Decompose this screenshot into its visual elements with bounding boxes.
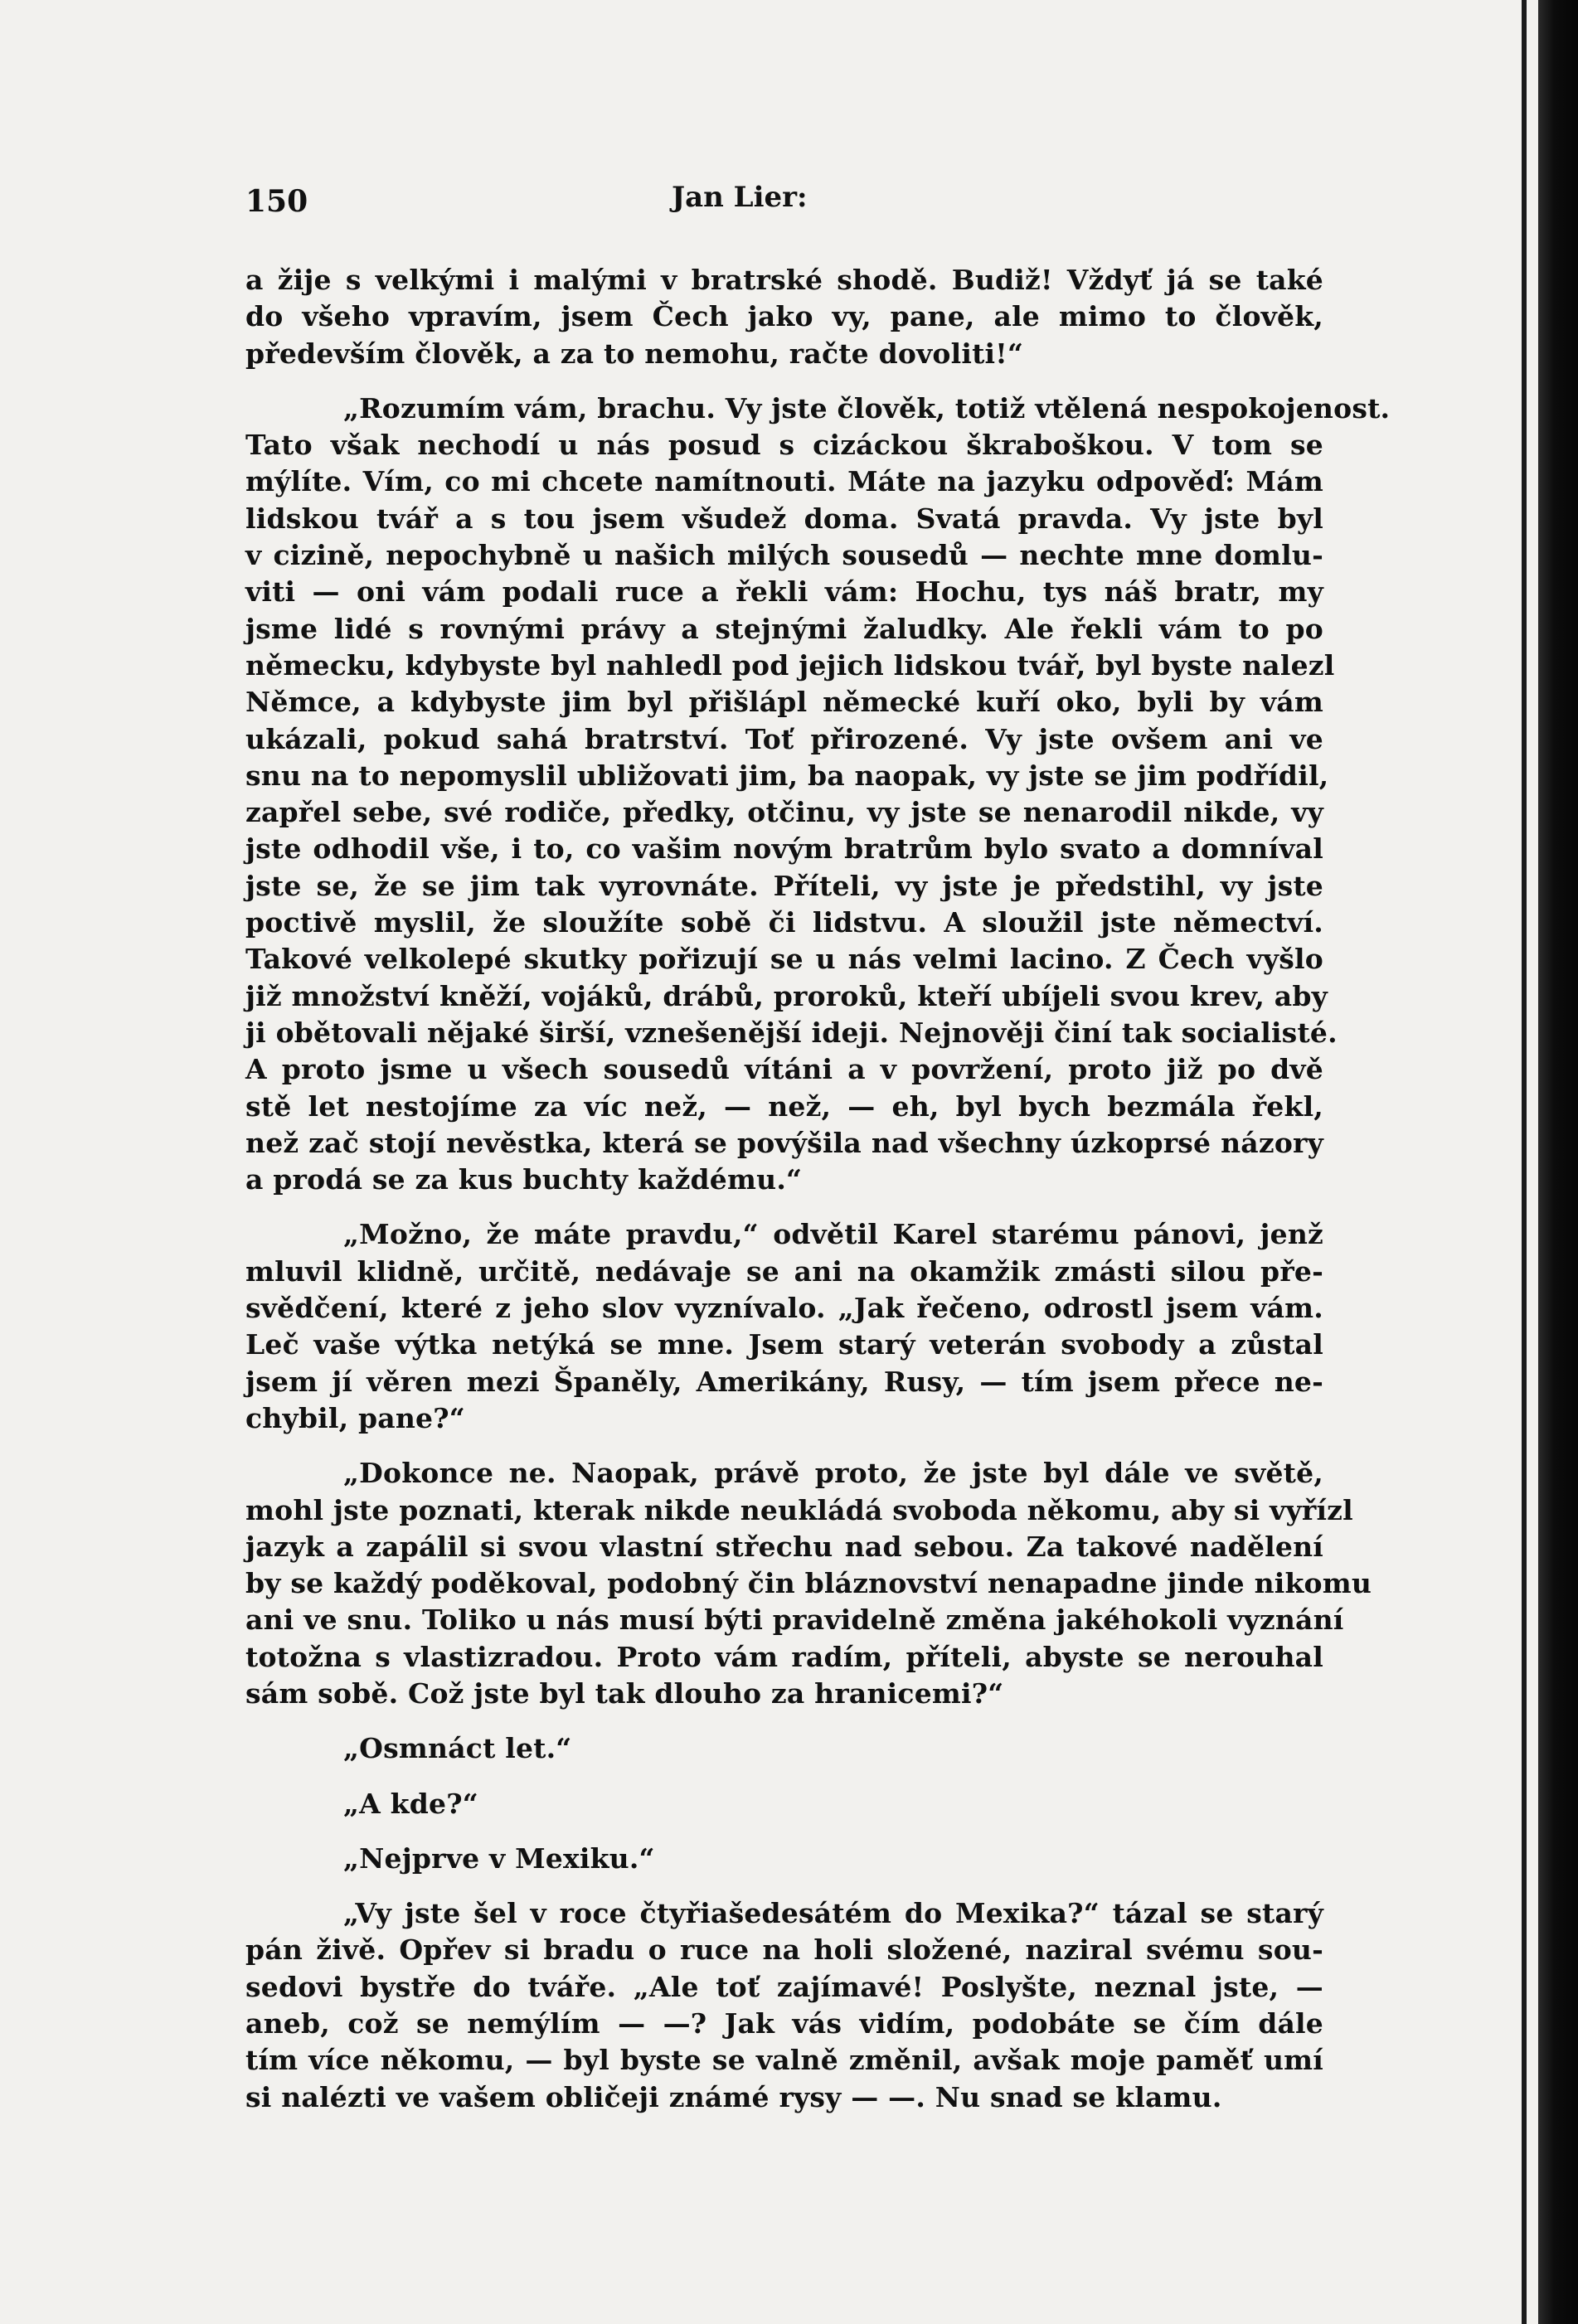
text-body — [245, 262, 1391, 2116]
text-line: viti — oni vám podali ruce a řekli vám: Hochu, tys náš bratr, my — [245, 575, 1323, 609]
page-header — [245, 166, 1323, 219]
text-line: než zač stojí nevěstka, která se povýšila nad všechny úzkoprsé názory — [245, 1126, 1323, 1159]
text-line: sám sobě. Což jste byl tak dlouho za hranicemi?“ — [245, 1676, 1004, 1710]
text-line: německu, kdybyste byl nahledl pod jejich lidskou tvář, byl byste nalezl — [245, 648, 1335, 682]
text-line: již množství kněží, vojáků, drábů, proroků, kteří ubíjeli svou krev, aby — [245, 979, 1328, 1012]
text-line: svědčení, které z jeho slov vyznívalo. „Jak řečeno, odrostl jsem vám. — [245, 1292, 1323, 1325]
paragraph — [245, 1895, 1323, 2116]
text-line: zapřel sebe, své rodiče, předky, otčinu, vy jste se nenarodil nikde, vy — [245, 796, 1323, 829]
text-line: a žije s velkými i malými v bratrské shodě. Budiž! Vždyť já se také — [245, 264, 1323, 296]
text-line: sedovi bystře do tváře. „Ale toť zajímavé! Poslyšte, neznal jste, — — [245, 1970, 1323, 2003]
text-line: „Nejprve v Mexiku.“ — [343, 1841, 655, 1875]
text-line: A proto jsme u všech sousedů vítáni a v povržení, proto již po dvě — [245, 1053, 1323, 1086]
text-line: do všeho vpravím, jsem Čech jako vy, pane, ale mimo to člověk, — [245, 300, 1323, 333]
paragraph — [245, 1841, 1323, 1877]
scan-edge-line — [1522, 0, 1527, 2324]
text-line: Leč vaše výtka netýká se mne. Jsem starý veterán svobody a zůstal — [245, 1328, 1323, 1361]
text-line: ukázali, pokud sahá bratrství. Toť přirozené. Vy jste ovšem ani ve — [245, 722, 1323, 755]
text-line: chybil, pane?“ — [245, 1401, 465, 1434]
text-line: ani ve snu. Toliko u nás musí býti pravidelně změna jakéhokoli vyznání — [245, 1604, 1344, 1637]
text-line: v cizině, nepochybně u našich milých sousedů — nechte mne domlu- — [245, 539, 1323, 572]
text-line: jsem jí věren mezi Španěly, Amerikány, Rusy, — tím jsem přece ne- — [245, 1365, 1323, 1398]
paragraph — [245, 391, 1391, 1199]
text-line: „Vy jste šel v roce čtyřiašedesátém do Mexika?“ tázal se starý — [343, 1897, 1323, 1930]
text-line: snu na to nepomyslil ubližovati jim, ba naopak, vy jste se jim podřídil, — [245, 759, 1329, 792]
text-line: tím více někomu, — byl byste se valně změnil, avšak moje paměť umí — [245, 2044, 1323, 2077]
text-line: si nalézti ve vašem obličeji známé rysy — —. Nu snad se klamu. — [245, 2080, 1222, 2113]
text-line: mýlíte. Vím, co mi chcete namítnouti. Máte na jazyku odpověď: Mám — [245, 465, 1323, 498]
text-line: Takové velkolepé skutky pořizují se u nás velmi lacino. Z Čech vyšlo — [245, 943, 1323, 976]
text-line: Němce, a kdybyste jim byl přišlápl německé kuří oko, byli by vám — [245, 686, 1323, 719]
text-line: poctivě myslil, že sloužíte sobě či lidstvu. A sloužil jste němectví. — [245, 906, 1323, 939]
text-line: a prodá se za kus buchty každému.“ — [245, 1163, 803, 1196]
page-number: 150 — [245, 184, 308, 219]
text-line: „A kde?“ — [343, 1787, 478, 1820]
text-line: „Rozumím vám, brachu. Vy jste člověk, totiž vtělená nespokojenost. — [343, 391, 1391, 425]
paragraph — [245, 262, 1323, 372]
text-line: „Dokonce ne. Naopak, právě proto, že jste byl dále ve světě, — [343, 1457, 1323, 1490]
text-line: totožna s vlastizradou. Proto vám radím, příteli, abyste se nerouhal — [245, 1640, 1323, 1673]
text-line: „Možno, že máte pravdu,“ odvětil Karel starému pánovi, jenž — [343, 1218, 1323, 1251]
text-line: mohl jste poznati, kterak nikde neukládá svoboda někomu, aby si vyřízl — [245, 1493, 1353, 1526]
scan-edge — [1538, 0, 1578, 2324]
text-line: pán živě. Opřev si bradu o ruce na holi složené, naziral svému sou- — [245, 1933, 1323, 1967]
text-line: by se každý poděkoval, podobný čin bláznovství nenapadne jinde nikomu — [245, 1567, 1372, 1600]
text-line: lidskou tvář a s tou jsem všudež doma. Svatá pravda. Vy jste byl — [245, 502, 1323, 535]
running-title: Jan Lier: — [672, 181, 808, 214]
text-line: aneb, což se nemýlím — —? Jak vás vidím, podobáte se čím dále — [245, 2007, 1323, 2040]
text-line: jazyk a zapálil si svou vlastní střechu nad sebou. Za takové nadělení — [245, 1530, 1323, 1563]
text-line: stě let nestojíme za víc než, — než, — eh, byl bych bezmála řekl, — [245, 1089, 1323, 1123]
paragraph — [245, 1786, 1323, 1822]
text-line: jsme lidé s rovnými právy a stejnými žaludky. Ale řekli vám to po — [245, 612, 1323, 645]
text-line: ji obětovali nějaké širší, vznešenější ideji. Nejnověji činí tak socialisté. — [245, 1016, 1338, 1049]
text-line: jste odhodil vše, i to, co vašim novým bratrům bylo svato a domníval — [245, 832, 1323, 866]
paragraph — [245, 1216, 1323, 1437]
paragraph — [245, 1455, 1372, 1712]
text-line: „Osmnáct let.“ — [343, 1732, 572, 1765]
paragraph — [245, 1730, 1323, 1767]
book-page — [245, 166, 1391, 2116]
text-line: Tato však nechodí u nás posud s cizáckou škraboškou. V tom se — [245, 429, 1323, 462]
text-line: především člověk, a za to nemohu, račte dovoliti!“ — [245, 337, 1024, 370]
text-line: jste se, že se jim tak vyrovnáte. Příteli, vy jste je předstihl, vy jste — [245, 869, 1323, 902]
text-line: mluvil klidně, určitě, nedávaje se ani na okamžik zmásti silou pře- — [245, 1254, 1323, 1288]
